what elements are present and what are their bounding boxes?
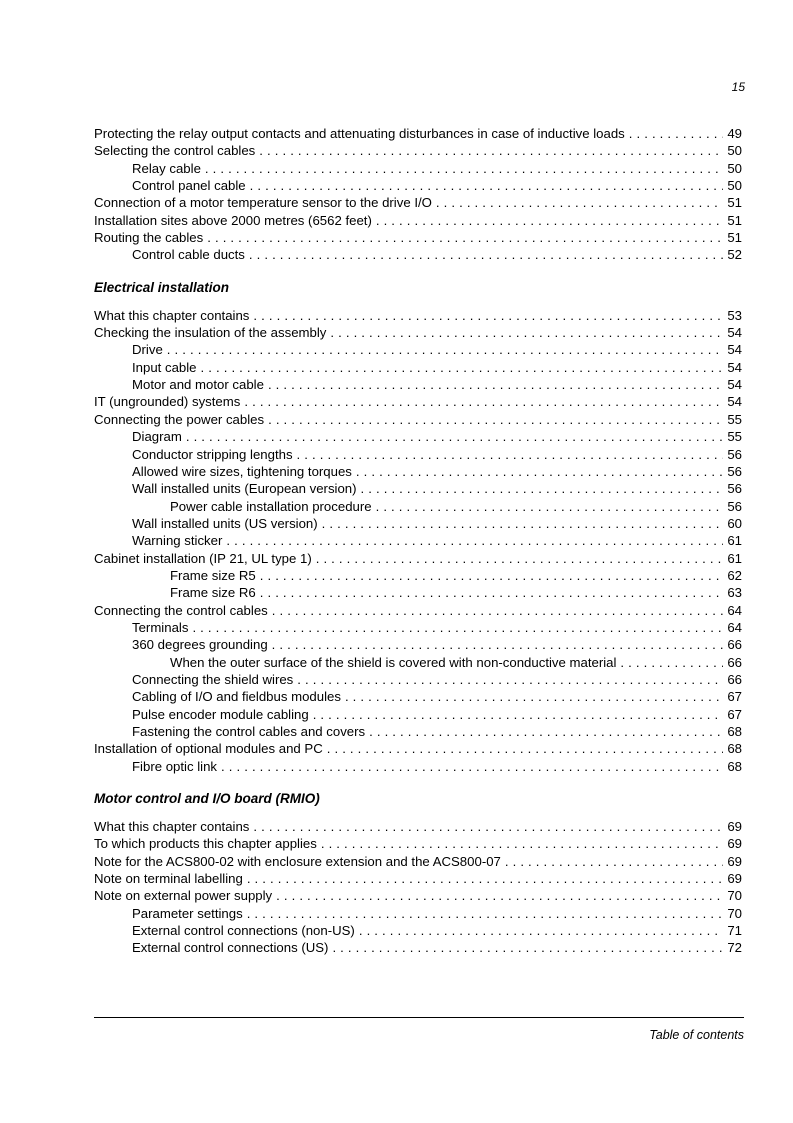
toc-entry-title: Control panel cable (132, 178, 246, 194)
toc-entry-title: Parameter settings (132, 905, 243, 921)
toc-entry-title: Cabinet installation (IP 21, UL type 1) (94, 550, 312, 566)
toc-entry-title: Protecting the relay output contacts and attenuating disturbances in case of inductive loads (94, 126, 625, 141)
toc-entry[interactable] (94, 177, 742, 194)
toc-entry-title: Fibre optic link (132, 758, 218, 774)
dot-leader (369, 723, 723, 740)
toc-entry[interactable] (94, 905, 742, 922)
toc-entry-page: 68 (727, 758, 742, 774)
toc-entry[interactable] (94, 446, 742, 463)
toc-entry-title: Fastening the control cables and covers (132, 724, 366, 739)
toc-entry-title: Note for the ACS800-02 with enclosure extension and the ACS800-07 (94, 853, 501, 869)
toc-entry-title: When the outer surface of the shield is covered with non-conductive material (170, 654, 617, 670)
dot-leader (322, 515, 724, 532)
toc-entry[interactable] (94, 212, 742, 229)
toc-entry[interactable] (94, 550, 742, 567)
toc-entry-page: 54 (727, 359, 742, 375)
toc-entry[interactable] (94, 758, 742, 775)
dot-leader (249, 246, 723, 263)
toc-entry-title: Input cable (132, 359, 197, 375)
dot-leader (327, 740, 724, 757)
toc-entry-title: Installation of optional modules and PC (94, 741, 323, 757)
toc-entry-page: 61 (727, 533, 742, 549)
toc-entry[interactable] (94, 376, 742, 393)
dot-leader (250, 177, 724, 194)
toc-entry[interactable] (94, 723, 742, 740)
dot-leader (297, 446, 724, 463)
toc-entry[interactable] (94, 706, 742, 723)
toc-entry-title: External control connections (non-US) (132, 923, 355, 939)
dot-leader (313, 706, 724, 723)
toc-entry[interactable] (94, 671, 742, 688)
toc-entry-page: 55 (727, 429, 742, 445)
toc-entry[interactable] (94, 922, 742, 939)
chapter-heading: Electrical installation (94, 279, 230, 295)
toc-entry[interactable] (94, 246, 742, 263)
toc-entry-title: Connecting the control cables (94, 602, 268, 618)
toc-entry[interactable] (94, 498, 742, 515)
toc-entry-page: 51 (727, 230, 742, 246)
toc-entry-page: 69 (727, 871, 742, 887)
toc-entry-title: Wall installed units (European version) (132, 481, 357, 497)
toc-entry[interactable] (94, 688, 742, 705)
toc-entry-title: Connection of a motor temperature sensor to the drive I/O (94, 195, 432, 211)
toc-entry[interactable] (94, 740, 742, 757)
toc-entry-page: 70 (727, 905, 742, 921)
toc-entry[interactable] (94, 194, 742, 211)
toc-entry-page: 66 (727, 654, 742, 670)
footer-divider (94, 1017, 744, 1018)
toc-entry[interactable] (94, 229, 742, 246)
toc-entry-page: 66 (727, 671, 742, 687)
toc-entry[interactable] (94, 393, 742, 410)
toc-entry[interactable] (94, 160, 742, 177)
toc-entry-title: Conductor stripping lengths (132, 446, 293, 462)
toc-entry-page: 54 (727, 394, 742, 410)
toc-entry-page: 69 (727, 853, 742, 869)
dot-leader (629, 125, 724, 142)
toc-entry[interactable] (94, 887, 742, 904)
toc-entry-title: Connecting the shield wires (132, 671, 294, 687)
toc-entry-page: 68 (727, 741, 742, 757)
toc-entry-title: Wall installed units (US version) (132, 515, 318, 531)
toc-entry[interactable] (94, 835, 742, 852)
table-of-contents (94, 125, 742, 957)
dot-leader (192, 619, 723, 636)
dot-leader (221, 758, 723, 775)
toc-entry-page: 67 (727, 706, 742, 722)
toc-entry[interactable] (94, 515, 742, 532)
toc-entry[interactable] (94, 142, 742, 159)
toc-entry-page: 52 (727, 247, 742, 263)
dot-leader (272, 602, 724, 619)
toc-entry-title: Note on external power supply (94, 888, 273, 904)
toc-entry[interactable] (94, 853, 742, 870)
toc-entry-page: 53 (727, 307, 742, 323)
dot-leader (505, 853, 723, 870)
toc-section (94, 790, 742, 957)
dot-leader (297, 671, 723, 688)
toc-entry-title: Checking the insulation of the assembly (94, 325, 327, 341)
toc-entry-title: Diagram (132, 429, 182, 445)
dot-leader (260, 567, 724, 584)
toc-entry-title: Relay cable (132, 160, 201, 176)
toc-entry[interactable] (94, 654, 742, 671)
toc-entry-page: 71 (727, 923, 742, 939)
toc-entry-page: 68 (727, 724, 742, 739)
dot-leader (376, 498, 724, 515)
toc-entry-title: Terminals (132, 619, 189, 635)
toc-entry[interactable] (94, 480, 742, 497)
toc-entry-page: 50 (727, 143, 742, 159)
toc-entry[interactable] (94, 584, 742, 601)
dot-leader (330, 324, 723, 341)
dot-leader (167, 341, 724, 358)
toc-entry[interactable] (94, 532, 742, 549)
toc-entry[interactable] (94, 619, 742, 636)
toc-entry-page: 56 (727, 481, 742, 497)
toc-entry-title: Frame size R5 (170, 567, 256, 583)
toc-entry-title: What this chapter contains (94, 307, 250, 323)
dot-leader (247, 870, 724, 887)
toc-entry-title: Selecting the control cables (94, 143, 256, 159)
toc-section (94, 125, 742, 264)
dot-leader (345, 688, 723, 705)
dot-leader (226, 532, 723, 549)
toc-entry-title: To which products this chapter applies (94, 836, 317, 852)
toc-entry-page: 56 (727, 463, 742, 479)
toc-entry-title: Drive (132, 342, 163, 358)
dot-leader (361, 480, 724, 497)
toc-entry-title: Routing the cables (94, 230, 204, 246)
dot-leader (359, 922, 723, 939)
dot-leader (272, 636, 724, 653)
page-number: 15 (731, 80, 745, 94)
toc-entry-page: 67 (727, 689, 742, 705)
dot-leader (268, 376, 723, 393)
toc-entry-page: 64 (727, 619, 742, 635)
toc-entry-title: Note on terminal labelling (94, 871, 243, 887)
toc-entry-page: 60 (727, 515, 742, 531)
toc-entry-page: 50 (727, 160, 742, 176)
toc-entry-page: 49 (727, 126, 742, 141)
dot-leader (321, 835, 723, 852)
dot-leader (186, 428, 723, 445)
toc-entry-page: 70 (727, 888, 742, 904)
dot-leader (247, 905, 724, 922)
toc-entry-page: 62 (727, 567, 742, 583)
toc-entry-page: 54 (727, 325, 742, 341)
toc-entry-title: Warning sticker (132, 533, 223, 549)
toc-section (94, 279, 742, 775)
toc-entry-title: Motor and motor cable (132, 377, 264, 393)
toc-entry-title: 360 degrees grounding (132, 637, 268, 653)
toc-entry[interactable] (94, 125, 742, 142)
toc-entry-page: 56 (727, 498, 742, 514)
dot-leader (620, 654, 723, 671)
toc-entry-title: Installation sites above 2000 metres (6562 feet) (94, 212, 372, 228)
toc-entry[interactable] (94, 636, 742, 653)
toc-entry-page: 50 (727, 178, 742, 194)
toc-entry[interactable] (94, 359, 742, 376)
toc-entry-page: 54 (727, 377, 742, 393)
toc-entry[interactable] (94, 307, 742, 324)
toc-entry[interactable] (94, 341, 742, 358)
toc-entry[interactable] (94, 939, 742, 956)
toc-entry[interactable] (94, 411, 742, 428)
toc-entry[interactable] (94, 428, 742, 445)
footer-label: Table of contents (649, 1028, 744, 1042)
dot-leader (332, 939, 723, 956)
dot-leader (253, 818, 723, 835)
dot-leader (207, 229, 723, 246)
dot-leader (205, 160, 723, 177)
toc-entry-page: 51 (727, 195, 742, 211)
toc-entry-page: 61 (727, 550, 742, 566)
toc-entry-title: IT (ungrounded) systems (94, 394, 241, 410)
toc-entry-title: External control connections (US) (132, 940, 329, 956)
dot-leader (260, 584, 724, 601)
toc-entry[interactable] (94, 602, 742, 619)
toc-entry-title: What this chapter contains (94, 819, 250, 835)
toc-entry-page: 72 (727, 940, 742, 956)
toc-entry[interactable] (94, 870, 742, 887)
toc-entry-page: 54 (727, 342, 742, 358)
toc-entry-title: Control cable ducts (132, 247, 245, 263)
dot-leader (253, 307, 723, 324)
toc-entry-title: Allowed wire sizes, tightening torques (132, 463, 352, 479)
dot-leader (316, 550, 724, 567)
toc-entry-page: 51 (727, 212, 742, 228)
chapter-heading: Motor control and I/O board (RMIO) (94, 791, 320, 807)
dot-leader (259, 142, 723, 159)
toc-entry-title: Power cable installation procedure (170, 498, 372, 514)
dot-leader (201, 359, 724, 376)
toc-entry-title: Frame size R6 (170, 585, 256, 601)
toc-entry-page: 69 (727, 836, 742, 852)
dot-leader (376, 212, 723, 229)
toc-entry[interactable] (94, 818, 742, 835)
toc-entry-title: Cabling of I/O and fieldbus modules (132, 689, 341, 705)
dot-leader (436, 194, 723, 211)
toc-entry[interactable] (94, 324, 742, 341)
dot-leader (356, 463, 723, 480)
toc-entry-page: 64 (727, 602, 742, 618)
toc-entry-page: 66 (727, 637, 742, 653)
toc-entry[interactable] (94, 463, 742, 480)
toc-entry-page: 69 (727, 819, 742, 835)
dot-leader (244, 393, 723, 410)
toc-entry-title: Pulse encoder module cabling (132, 706, 309, 722)
toc-entry-page: 63 (727, 585, 742, 601)
toc-entry[interactable] (94, 567, 742, 584)
toc-entry-title: Connecting the power cables (94, 411, 265, 427)
dot-leader (276, 887, 723, 904)
dot-leader (268, 411, 723, 428)
toc-entry-page: 56 (727, 446, 742, 462)
toc-entry-page: 55 (727, 411, 742, 427)
